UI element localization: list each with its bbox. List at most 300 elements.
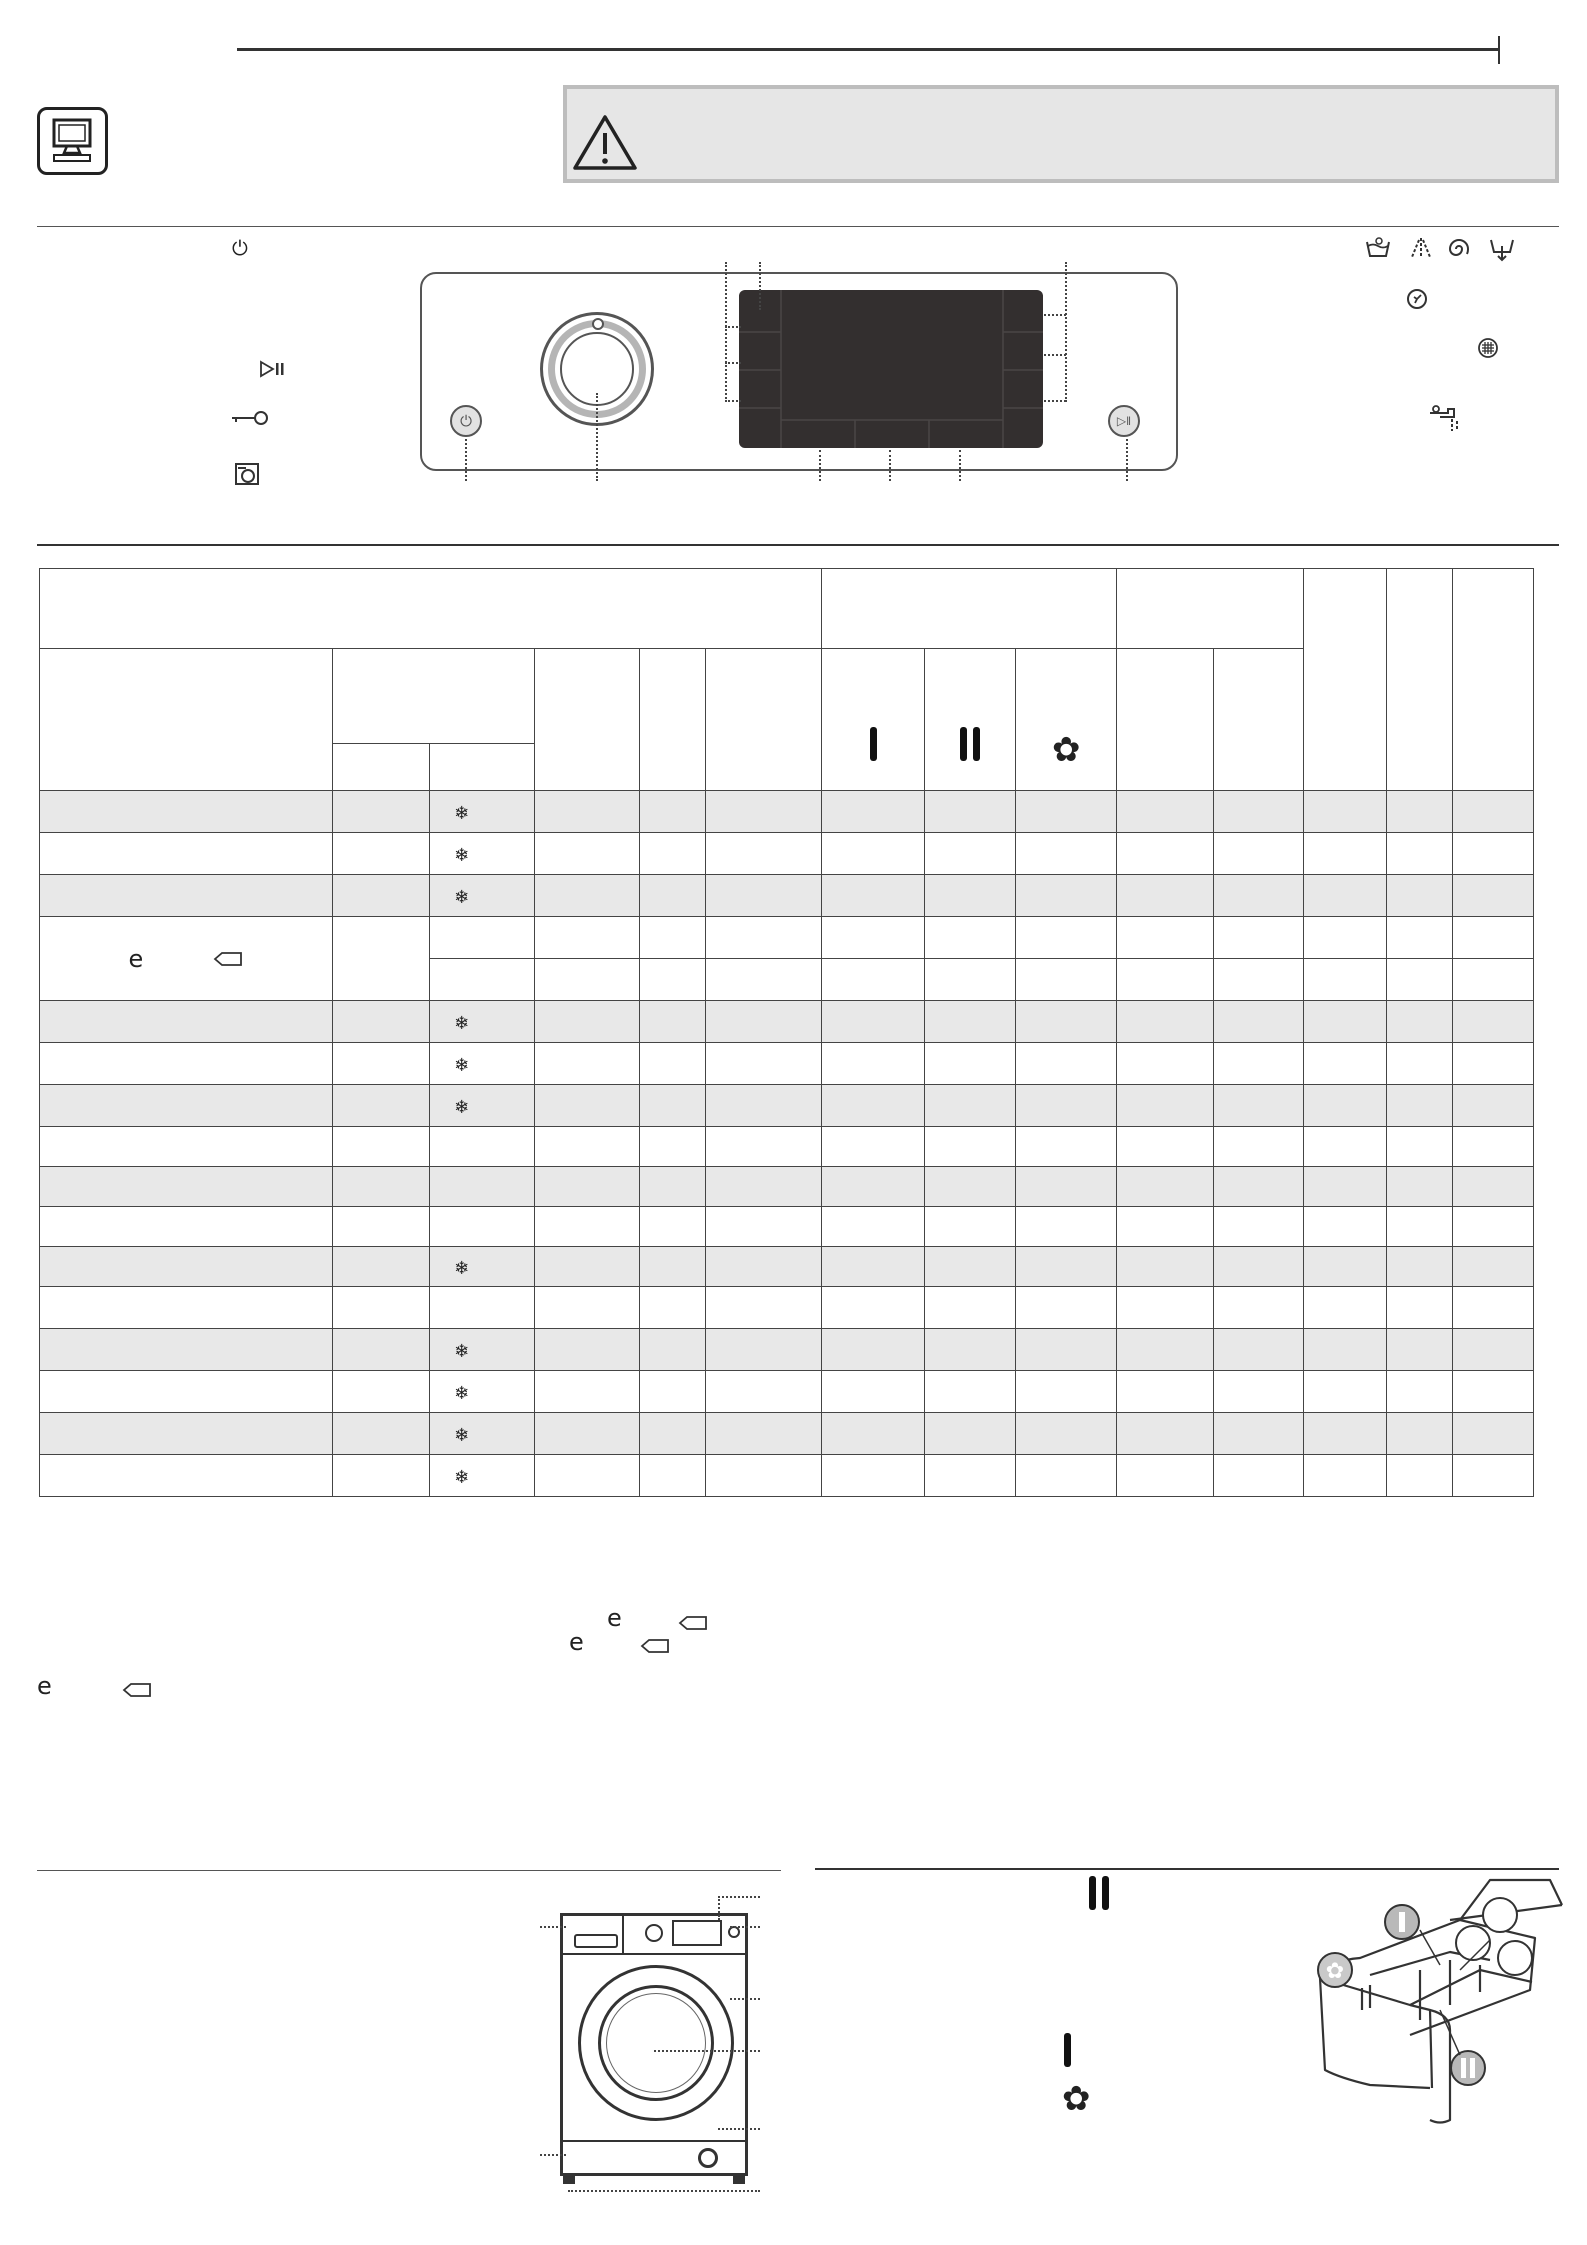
table-cell	[1214, 875, 1304, 917]
table-cell	[639, 833, 705, 875]
table-header-cell	[1214, 649, 1304, 791]
mainwash-header	[925, 649, 1016, 791]
table-cell	[40, 1207, 333, 1247]
table-cell	[1387, 959, 1453, 1001]
table-row	[40, 791, 1534, 833]
table-cell	[332, 917, 429, 1001]
table-header-cell	[1117, 569, 1304, 649]
callout-line	[1044, 314, 1066, 316]
washing-machine-foot	[733, 2176, 745, 2184]
start-pause-icon	[259, 360, 287, 378]
table-cell	[705, 1167, 822, 1207]
table-cell	[1304, 959, 1387, 1001]
table-cell	[1304, 1371, 1387, 1413]
eco-e-mark: e	[37, 1672, 52, 1700]
svg-text:✿: ✿	[1325, 1959, 1345, 1984]
table-cell	[332, 1167, 429, 1207]
table-cell	[332, 1287, 429, 1329]
table-cell	[1452, 1413, 1533, 1455]
table-header-cell	[332, 744, 429, 791]
table-cell	[822, 833, 925, 875]
table-cell	[822, 1247, 925, 1287]
table-cell	[1304, 1043, 1387, 1085]
temperature-cell	[429, 1247, 534, 1287]
temperature-cell	[429, 1001, 534, 1043]
table-cell	[1117, 1127, 1214, 1167]
temperature-cell	[429, 1043, 534, 1085]
temperature-cell	[429, 1413, 534, 1455]
table-cell	[534, 1127, 639, 1167]
table-cell	[332, 1001, 429, 1043]
table-cell	[534, 1329, 639, 1371]
key-lock-icon	[230, 410, 270, 426]
table-cell	[925, 1329, 1016, 1371]
table-cell	[1452, 875, 1533, 917]
prewash-header	[822, 649, 925, 791]
table-cell	[639, 1287, 705, 1329]
table-cell	[1117, 1167, 1214, 1207]
table-cell	[534, 791, 639, 833]
table-cell	[1016, 1167, 1117, 1207]
table-cell	[40, 1001, 333, 1043]
table-cell	[40, 875, 333, 917]
snowflake-icon: ❄	[454, 1096, 470, 1118]
wash-icon	[1364, 236, 1392, 260]
table-cell	[925, 1001, 1016, 1043]
table-cell	[1117, 833, 1214, 875]
table-cell	[1304, 875, 1387, 917]
table-cell	[925, 791, 1016, 833]
table-cell	[705, 1329, 822, 1371]
callout-line	[718, 2128, 760, 2130]
table-cell	[705, 1371, 822, 1413]
table-cell	[639, 875, 705, 917]
table-cell	[1016, 833, 1117, 875]
table-cell	[1016, 917, 1117, 959]
table-cell	[1016, 1085, 1117, 1127]
eco-e-mark: e	[128, 944, 144, 973]
table-cell	[1304, 1455, 1387, 1497]
callout-line	[730, 1998, 760, 2000]
section-rule-2	[37, 544, 1559, 546]
table-cell	[1452, 1085, 1533, 1127]
table-header-cell	[332, 649, 534, 744]
table-cell	[1016, 1455, 1117, 1497]
table-cell	[1016, 1247, 1117, 1287]
table-cell	[1387, 1043, 1453, 1085]
temperature-cell	[429, 833, 534, 875]
table-cell	[822, 791, 925, 833]
table-cell	[332, 1085, 429, 1127]
table-cell	[1117, 1371, 1214, 1413]
table-cell	[1452, 833, 1533, 875]
table-cell	[534, 1455, 639, 1497]
table-cell	[639, 1085, 705, 1127]
table-cell	[705, 1413, 822, 1455]
warning-box	[563, 85, 1559, 183]
table-cell	[705, 791, 822, 833]
washing-machine-divider	[622, 1913, 624, 1955]
table-cell	[639, 959, 705, 1001]
table-cell	[534, 1207, 639, 1247]
table-cell	[822, 1043, 925, 1085]
table-cell	[822, 1329, 925, 1371]
table-header-cell	[1452, 569, 1533, 791]
table-cell	[1117, 1043, 1214, 1085]
callout-line	[725, 262, 727, 402]
table-cell	[1214, 1167, 1304, 1207]
table-cell	[332, 1043, 429, 1085]
table-cell	[925, 1287, 1016, 1329]
table-header-cell	[40, 569, 822, 649]
table-cell	[1387, 791, 1453, 833]
snowflake-icon: ❄	[454, 1424, 470, 1446]
table-cell	[40, 1167, 333, 1207]
table-cell	[1214, 791, 1304, 833]
temperature-cell	[429, 1455, 534, 1497]
table-row	[40, 1085, 1534, 1127]
table-cell	[534, 875, 639, 917]
table-cell	[1016, 875, 1117, 917]
table-cell	[40, 1287, 333, 1329]
table-cell	[1016, 1207, 1117, 1247]
table-cell	[1214, 1413, 1304, 1455]
section-rule-3	[37, 1870, 781, 1871]
washing-machine-display	[672, 1920, 722, 1946]
table-cell	[1452, 1455, 1533, 1497]
table-cell	[639, 1413, 705, 1455]
top-rule	[237, 48, 1499, 51]
table-cell	[1214, 833, 1304, 875]
table-cell	[705, 1207, 822, 1247]
callout-line	[959, 450, 961, 481]
eco-e-mark: e	[607, 1604, 622, 1632]
table-cell	[1387, 1085, 1453, 1127]
table-cell	[1387, 833, 1453, 875]
table-cell	[705, 875, 822, 917]
table-cell	[40, 791, 333, 833]
table-cell	[332, 833, 429, 875]
table-cell	[1387, 1371, 1453, 1413]
temperature-cell	[429, 1287, 534, 1329]
table-cell	[1387, 1207, 1453, 1247]
snowflake-icon: ❄	[454, 802, 470, 824]
monitor-icon	[37, 107, 108, 175]
temperature-cell	[429, 1167, 534, 1207]
table-row	[40, 1371, 1534, 1413]
table-cell	[1016, 1413, 1117, 1455]
washing-machine-door-inner	[606, 1993, 706, 2093]
table-cell	[1387, 1287, 1453, 1329]
table-cell	[534, 1247, 639, 1287]
table-cell	[822, 959, 925, 1001]
washing-machine-drawer	[574, 1934, 618, 1948]
table-cell	[332, 1247, 429, 1287]
softener-header	[1016, 649, 1117, 791]
table-cell	[1387, 1329, 1453, 1371]
table-cell	[822, 1085, 925, 1127]
table-cell	[1214, 1043, 1304, 1085]
table-cell	[925, 917, 1016, 959]
table-cell	[1117, 959, 1214, 1001]
table-cell	[40, 833, 333, 875]
mainwash-bar-icon	[960, 727, 967, 761]
callout-line	[540, 1926, 566, 1928]
softener-flower-icon: ✿	[1052, 730, 1081, 770]
table-cell	[1387, 1127, 1453, 1167]
table-cell	[822, 1207, 925, 1247]
table-cell	[40, 1455, 333, 1497]
table-cell	[705, 1247, 822, 1287]
table-cell	[332, 1127, 429, 1167]
table-row	[40, 1247, 1534, 1287]
table-cell	[1452, 1207, 1533, 1247]
callout-line	[725, 400, 741, 402]
display-screen	[739, 290, 1043, 448]
table-row	[40, 917, 1534, 959]
table-cell	[925, 1413, 1016, 1455]
table-cell	[925, 1207, 1016, 1247]
table-cell	[40, 1043, 333, 1085]
timer-icon	[1405, 287, 1429, 311]
drum-icon	[234, 462, 260, 486]
table-cell	[332, 1413, 429, 1455]
temperature-cell	[429, 791, 534, 833]
table-cell	[1452, 1247, 1533, 1287]
table-cell	[1452, 959, 1533, 1001]
table-cell	[705, 1455, 822, 1497]
table-cell	[1117, 791, 1214, 833]
table-header-cell	[1117, 649, 1214, 791]
snowflake-icon: ❄	[454, 1340, 470, 1362]
callout-line	[1044, 400, 1066, 402]
table-cell	[40, 1127, 333, 1167]
table-cell	[705, 1001, 822, 1043]
table-cell	[925, 1043, 1016, 1085]
table-cell	[1214, 1247, 1304, 1287]
grid-icon	[1477, 337, 1499, 359]
prewash-bar-icon	[870, 727, 877, 761]
table-cell	[639, 791, 705, 833]
snowflake-icon: ❄	[454, 1257, 470, 1279]
dispenser-compartment-2-icon	[1086, 1876, 1112, 1915]
section-rule-1	[37, 226, 1559, 227]
table-row	[40, 1001, 1534, 1043]
table-cell	[705, 959, 822, 1001]
table-cell	[429, 959, 534, 1001]
table-cell	[1214, 1455, 1304, 1497]
table-cell	[332, 875, 429, 917]
power-button[interactable]: ⏻	[450, 405, 482, 437]
table-cell	[1387, 1455, 1453, 1497]
table-cell	[332, 1207, 429, 1247]
table-cell	[1304, 1127, 1387, 1167]
table-cell	[639, 1371, 705, 1413]
table-cell	[1117, 1413, 1214, 1455]
callout-line	[1126, 439, 1128, 481]
table-header-cell	[705, 649, 822, 791]
table-cell	[1304, 1001, 1387, 1043]
table-cell	[332, 1371, 429, 1413]
table-cell	[822, 1413, 925, 1455]
tap-icon	[1428, 405, 1464, 435]
table-cell	[925, 1127, 1016, 1167]
dispenser-softener-icon: ✿	[1062, 2079, 1091, 2119]
snowflake-icon: ❄	[454, 1466, 470, 1488]
table-cell	[639, 917, 705, 959]
table-row	[40, 1167, 1534, 1207]
table-cell	[1452, 1371, 1533, 1413]
table-cell	[534, 1287, 639, 1329]
callout-line	[819, 450, 821, 481]
program-knob-indicator	[592, 318, 604, 330]
table-cell	[639, 1127, 705, 1167]
snowflake-icon: ❄	[454, 1012, 470, 1034]
table-cell	[639, 1001, 705, 1043]
detergent-drawer-illustration	[1300, 1860, 1570, 2140]
table-cell	[822, 1455, 925, 1497]
table-cell	[1304, 1287, 1387, 1329]
callout-line	[1044, 354, 1066, 356]
table-cell	[332, 1455, 429, 1497]
table-row	[40, 875, 1534, 917]
spin-icon	[1446, 236, 1472, 262]
table-cell	[1214, 917, 1304, 959]
table-row	[40, 1329, 1534, 1371]
table-cell	[1304, 1167, 1387, 1207]
table-cell	[1117, 1085, 1214, 1127]
table-cell	[1452, 1001, 1533, 1043]
table-cell	[1016, 791, 1117, 833]
table-cell	[925, 1455, 1016, 1497]
table-cell	[1304, 1207, 1387, 1247]
table-cell	[1016, 1043, 1117, 1085]
table-cell	[1304, 1247, 1387, 1287]
table-cell	[40, 917, 333, 1001]
callout-line	[718, 1896, 720, 1920]
program-table	[39, 568, 1534, 1497]
table-cell	[1016, 1329, 1117, 1371]
table-cell	[1117, 1207, 1214, 1247]
table-cell	[639, 1247, 705, 1287]
temperature-cell	[429, 1127, 534, 1167]
temperature-cell	[429, 1207, 534, 1247]
top-rule-end	[1498, 36, 1500, 64]
table-cell	[822, 917, 925, 959]
table-cell	[1387, 1001, 1453, 1043]
table-cell	[1016, 1001, 1117, 1043]
table-cell	[1452, 1167, 1533, 1207]
table-header-cell	[1387, 569, 1453, 791]
washing-machine-foot	[563, 2176, 575, 2184]
table-cell	[40, 1085, 333, 1127]
table-cell	[1016, 1287, 1117, 1329]
table-cell	[1304, 791, 1387, 833]
table-cell	[1387, 1413, 1453, 1455]
washing-machine-knob	[645, 1924, 663, 1942]
table-row	[40, 1043, 1534, 1085]
table-cell	[925, 875, 1016, 917]
callout-line	[889, 450, 891, 481]
table-cell	[705, 833, 822, 875]
table-cell	[1387, 1247, 1453, 1287]
table-header-cell	[639, 649, 705, 791]
table-cell	[1214, 1001, 1304, 1043]
table-cell	[1117, 1287, 1214, 1329]
table-cell	[40, 1413, 333, 1455]
table-cell	[822, 1127, 925, 1167]
table-cell	[1016, 1127, 1117, 1167]
temperature-cell	[429, 1371, 534, 1413]
table-cell	[534, 959, 639, 1001]
table-header-cell	[822, 569, 1117, 649]
table-cell	[705, 917, 822, 959]
start-pause-button[interactable]: ▷‖	[1108, 405, 1140, 437]
eco-e-mark: e	[569, 1628, 584, 1656]
table-cell	[1304, 1413, 1387, 1455]
table-cell	[822, 1001, 925, 1043]
callout-line	[465, 439, 467, 481]
table-cell	[1117, 1001, 1214, 1043]
table-row	[40, 1287, 1534, 1329]
callout-line	[730, 1926, 760, 1928]
table-row	[40, 1455, 1534, 1497]
table-row	[40, 833, 1534, 875]
table-cell	[639, 1043, 705, 1085]
washing-machine-filter-cap	[698, 2148, 718, 2168]
dispenser-compartment-1-icon	[1064, 2033, 1071, 2072]
table-cell	[1387, 917, 1453, 959]
table-cell	[1214, 1287, 1304, 1329]
callout-line	[1065, 262, 1067, 402]
callout-line	[725, 326, 741, 328]
table-cell	[1214, 1329, 1304, 1371]
table-cell	[534, 1043, 639, 1085]
table-cell	[534, 1371, 639, 1413]
table-cell	[925, 1247, 1016, 1287]
table-row	[40, 1127, 1534, 1167]
table-cell	[534, 1085, 639, 1127]
temperature-cell	[429, 875, 534, 917]
callout-line	[654, 2050, 760, 2052]
eco-tag-icon	[122, 1682, 152, 1698]
table-cell	[40, 1247, 333, 1287]
table-cell	[1452, 1043, 1533, 1085]
rinse-icon	[1408, 236, 1434, 260]
table-cell	[639, 1207, 705, 1247]
table-header-cell	[429, 744, 534, 791]
eco-tag-icon	[640, 1638, 670, 1654]
snowflake-icon: ❄	[454, 1382, 470, 1404]
table-header-cell	[40, 649, 333, 791]
table-cell	[1387, 1167, 1453, 1207]
table-cell	[1214, 1085, 1304, 1127]
warning-triangle-icon	[572, 114, 638, 172]
table-cell	[1214, 959, 1304, 1001]
table-cell	[822, 1167, 925, 1207]
eco-tag-icon	[678, 1615, 708, 1631]
table-cell	[1304, 1329, 1387, 1371]
table-cell	[1452, 1287, 1533, 1329]
table-cell	[1117, 917, 1214, 959]
callout-line	[725, 362, 741, 364]
table-cell	[1452, 1329, 1533, 1371]
drain-icon	[1488, 236, 1516, 262]
eco-tag-icon	[213, 951, 243, 967]
table-cell	[1214, 1127, 1304, 1167]
snowflake-icon: ❄	[454, 1054, 470, 1076]
table-cell	[925, 1167, 1016, 1207]
